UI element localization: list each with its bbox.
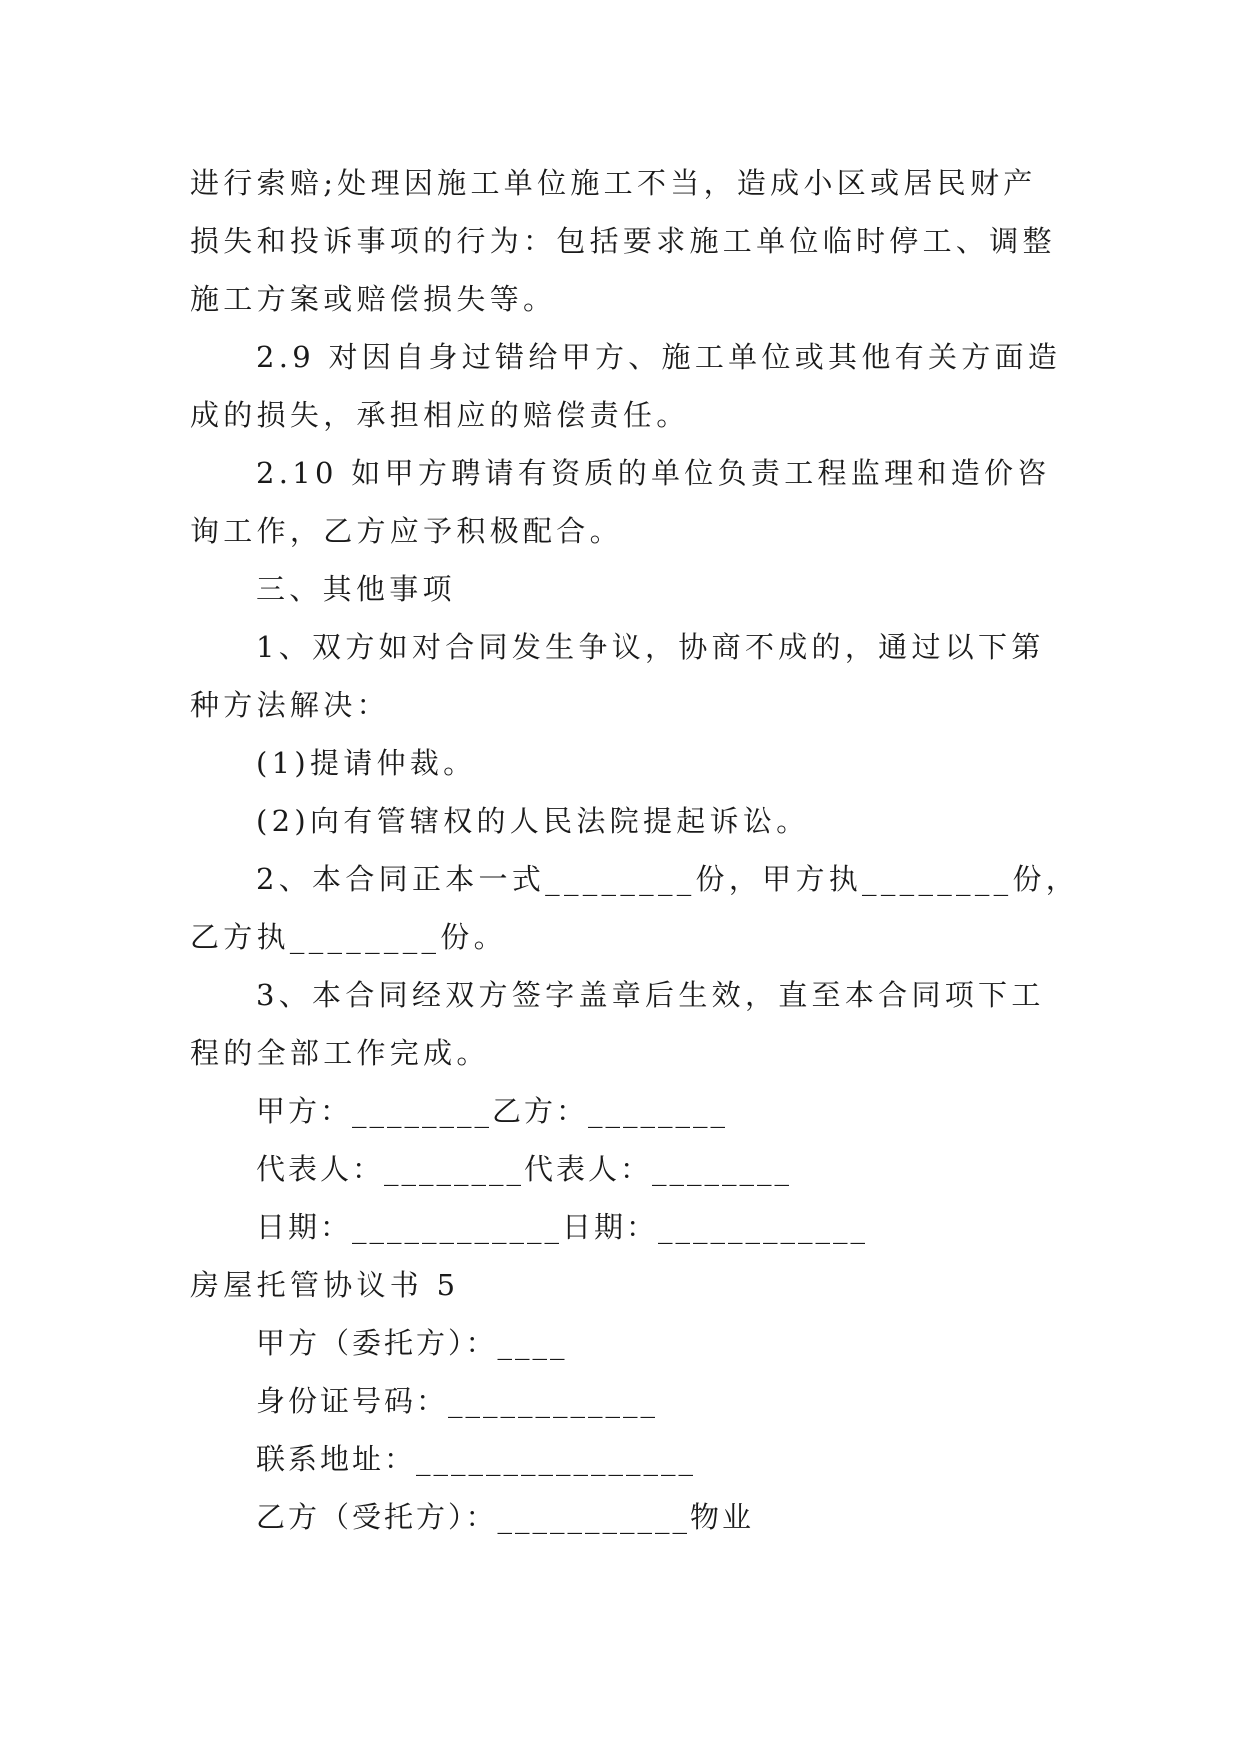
paragraph-line: 成的损失，承担相应的赔偿责任。: [190, 398, 690, 432]
option-1-line: (1)提请仲裁。: [256, 746, 477, 780]
document-body: [190, 154, 1080, 1546]
signature-party-line: 甲方：________乙方：________: [256, 1094, 729, 1128]
clause-2-line: 2、本合同正本一式________份，甲方执________份，: [256, 862, 1080, 896]
paragraph-line: 种方法解决：: [190, 688, 390, 722]
paragraph-line: 乙方执________份。: [190, 920, 507, 954]
clause-1-line: 1、双方如对合同发生争议，协商不成的，通过以下第: [256, 630, 1045, 664]
clause-2-10-line: 2.10 如甲方聘请有资质的单位负责工程监理和造价咨: [256, 456, 1051, 490]
party-b-line: 乙方（受托方）：___________物业: [256, 1500, 755, 1534]
option-2-line: (2)向有管辖权的人民法院提起诉讼。: [256, 804, 810, 838]
signature-date-line: 日期：____________日期：____________: [256, 1210, 869, 1244]
party-a-line: 甲方（委托方）：____: [256, 1326, 568, 1360]
document-title: 房屋托管协议书 5: [190, 1268, 460, 1302]
paragraph-line: 损失和投诉事项的行为：包括要求施工单位临时停工、调整: [190, 224, 1056, 258]
signature-representative-line: 代表人：________代表人：________: [256, 1152, 793, 1186]
paragraph-line: 程的全部工作完成。: [190, 1036, 490, 1070]
paragraph-line: 询工作，乙方应予积极配合。: [190, 514, 623, 548]
section-heading: 三、其他事项: [256, 572, 456, 606]
clause-3-line: 3、本合同经双方签字盖章后生效，直至本合同项下工: [256, 978, 1045, 1012]
paragraph-line: 进行索赔;处理因施工单位施工不当，造成小区或居民财产: [190, 166, 1037, 200]
paragraph-line: 施工方案或赔偿损失等。: [190, 282, 557, 316]
address-line: 联系地址：________________: [256, 1442, 697, 1476]
clause-2-9-line: 2.9 对因自身过错给甲方、施工单位或其他有关方面造: [256, 340, 1062, 374]
id-number-line: 身份证号码：____________: [256, 1384, 659, 1418]
